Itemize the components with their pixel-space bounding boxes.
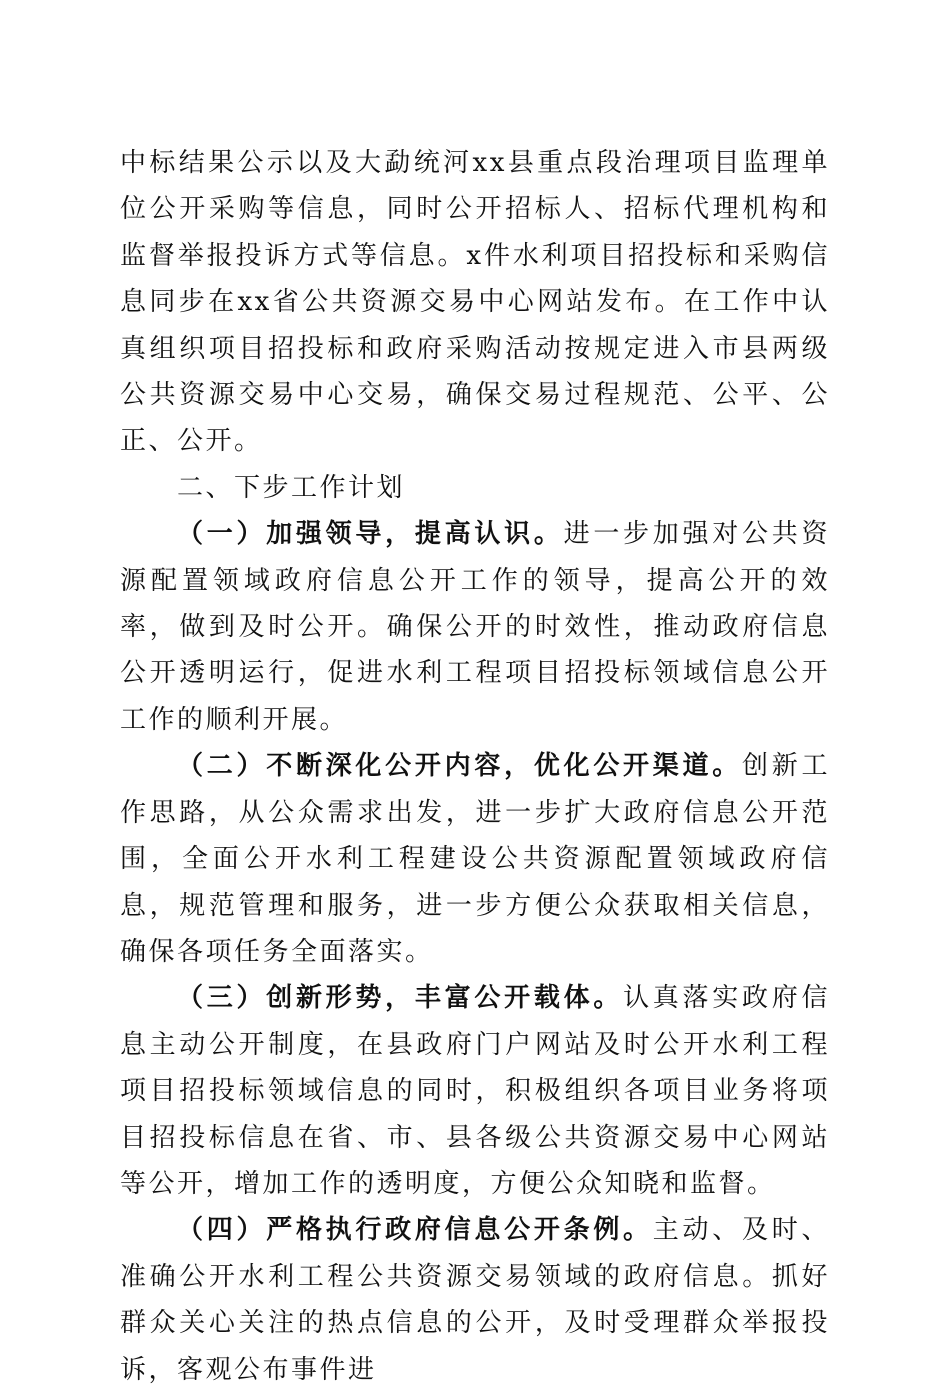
paragraph-text: 中标结果公示以及大勐统河xx县重点段治理项目监理单位公开采购等信息，同时公开招标人、招标代理机构和监督举报投诉方式等信息。x件水利项目招投标和采购信息同步在xx省公共资源交易中心网站发布。在工作中认真组织项目招投标和政府采购活动按规定进入市县两级公共资源交易中心交易，确保交易过程规范、公平、公正、公开。	[120, 148, 830, 457]
plan-item-text: 主动、及时、准确公开水利工程公共资源交易领域的政府信息。抓好群众关心关注的热点信息的公开，及时受理群众举报投诉，客观公布事件进	[120, 1215, 830, 1385]
plan-item-1	[120, 511, 830, 743]
paragraph-continued	[120, 140, 830, 465]
plan-item-lead: （二）不断深化公开内容，优化公开渠道。	[177, 751, 742, 782]
plan-item-lead: （四）严格执行政府信息公开条例。	[177, 1215, 653, 1246]
section-heading: 二、下步工作计划	[177, 472, 406, 503]
plan-item-text: 创新工作思路，从公众需求出发，进一步扩大政府信息公开范围，全面公开水利工程建设公共资源配置领域政府信息，规范管理和服务，进一步方便公众获取相关信息，确保各项任务全面落实。	[120, 751, 830, 967]
plan-item-lead: （一）加强领导，提高认识。	[177, 519, 564, 550]
plan-item-2	[120, 743, 830, 975]
plan-item-text: 认真落实政府信息主动公开制度，在县政府门户网站及时公开水利工程项目招投标领域信息的同时，积极组织各项目业务将项目招投标信息在省、市、县各级公共资源交易中心网站等公开，增加工作的透明度，方便公众知晓和监督。	[120, 983, 830, 1199]
plan-item-text: 进一步加强对公共资源配置领域政府信息公开工作的领导，提高公开的效率，做到及时公开。确保公开的时效性，推动政府信息公开透明运行，促进水利工程项目招投标领域信息公开工作的顺利开展。	[120, 519, 830, 735]
plan-item-3	[120, 975, 830, 1207]
plan-item-lead: （三）创新形势，丰富公开载体。	[177, 983, 624, 1014]
plan-item-4	[120, 1207, 830, 1393]
document-body	[120, 140, 830, 1393]
